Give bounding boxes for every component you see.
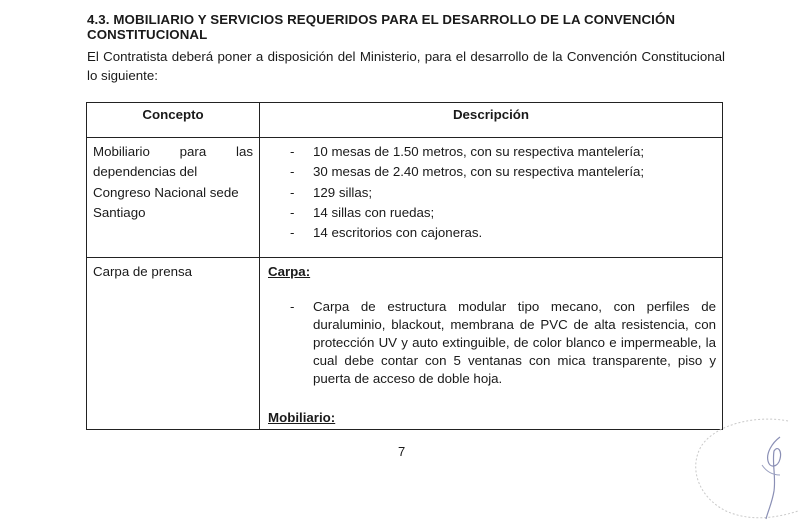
concept-text: Carpa de prensa bbox=[93, 264, 193, 279]
table-header-row bbox=[87, 103, 723, 138]
page-number: 7 bbox=[398, 444, 406, 459]
concept-word: Mobiliario bbox=[93, 144, 150, 159]
header-descripcion: Descripción bbox=[260, 103, 723, 138]
list-item: - 14 escritorios con cajoneras. bbox=[290, 225, 483, 241]
concept-word: para bbox=[179, 144, 207, 159]
concept-cell bbox=[87, 138, 260, 258]
tent-list bbox=[268, 298, 716, 388]
table-row bbox=[87, 138, 723, 258]
list-item: - 129 sillas; bbox=[290, 184, 373, 200]
intro-paragraph: El Contratista deberá poner a disposición del Ministerio, para el desarrollo de la Convención Constitucional lo siguiente: bbox=[87, 49, 725, 83]
header-concepto: Concepto bbox=[87, 103, 260, 138]
description-cell bbox=[260, 258, 723, 430]
list-item: - 30 mesas de 2.40 metros, con su respectiva mantelería; bbox=[290, 164, 645, 180]
description-cell bbox=[260, 138, 723, 258]
list-item: - 10 mesas de 1.50 metros, con su respectiva mantelería; bbox=[290, 144, 645, 159]
concept-text: dependencias del Congreso Nacional sede Santiago bbox=[93, 164, 239, 220]
subheading-carpa: Carpa: bbox=[268, 264, 311, 279]
list-item: - Carpa de estructura modular tipo mecano, con perfiles de duraluminio, blackout, membrana de PVC de alta resistencia, con protección UV y auto extinguible, de color blanco e impermeable, la cual debe contar con 5 ventanas con mica transparente, piso y puerta de acceso de doble hoja. bbox=[290, 299, 716, 387]
list-item: - 14 sillas con ruedas; bbox=[290, 204, 435, 220]
signature-stamp bbox=[688, 415, 798, 528]
section-heading: 4.3. MOBILIARIO Y SERVICIOS REQUERIDOS PARA EL DESARROLLO DE LA CONVENCIÓN CONSTITUCIONAL bbox=[87, 12, 676, 42]
concept-word: las bbox=[236, 144, 253, 159]
furniture-list bbox=[268, 142, 716, 243]
subheading-mobiliario: Mobiliario: bbox=[268, 410, 336, 426]
concept-cell bbox=[87, 258, 260, 430]
table-row bbox=[87, 258, 723, 430]
requirements-table bbox=[86, 102, 723, 430]
